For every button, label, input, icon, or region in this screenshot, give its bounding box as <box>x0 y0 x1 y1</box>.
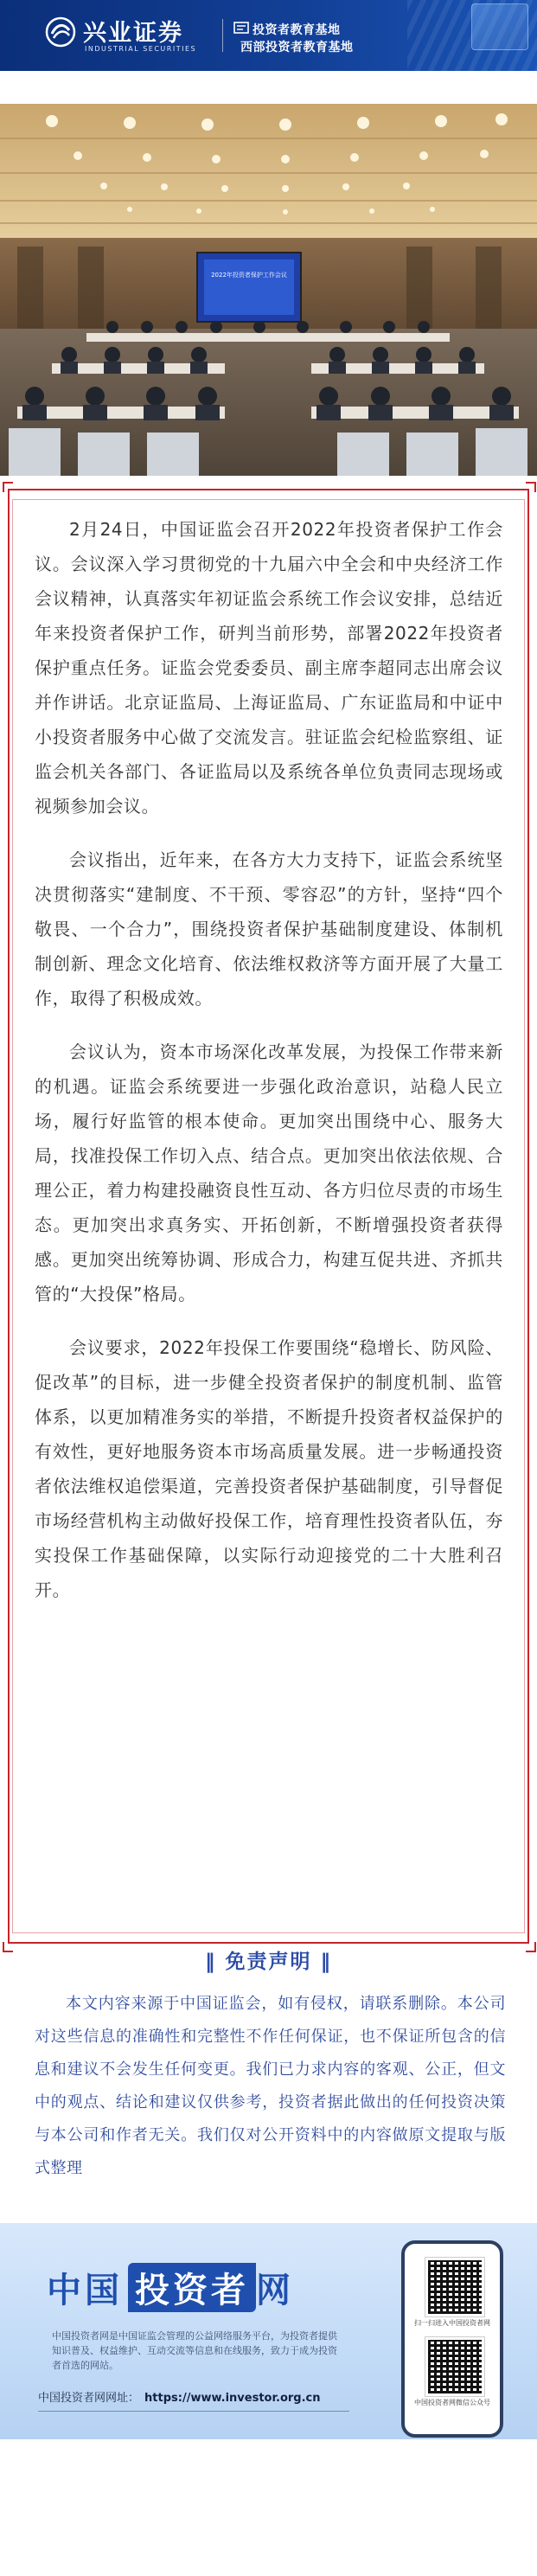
header-corner-decoration <box>471 3 528 50</box>
banner-title-part3: 网 <box>256 2271 294 2310</box>
banner-description: 中国投资者网是中国证监会管理的公益网络服务平台，为投资者提供知识普及、权益维护、互动交流等信息和在线服务，致力于成为投资者首选的网站。 <box>52 2330 337 2371</box>
banner-url-label: 中国投资者网网址： <box>38 2392 140 2405</box>
article-body <box>35 512 503 1626</box>
brand-logo-icon <box>45 16 76 48</box>
education-base-icon <box>233 21 249 35</box>
qr-caption-website: 扫一扫进入中国投资者网 <box>414 2319 490 2327</box>
banner-title <box>47 2263 294 2312</box>
header-slogan-line2: 西部投资者教育基地 <box>240 41 354 54</box>
article-paragraph: 2月24日，中国证监会召开2022年投资者保护工作会议。会议深入学习贯彻党的十九届六中全会和中央经济工作会议精神，认真落实年初证监会系统工作会议安排，总结近年来投资者保护工作，研判当前形势，部署2022年投资者保护重点任务。证监会党委委员、副主席李超同志出席会议并作讲话。北京证监局、上海证监局、广东证监局和中证中小投资者服务中心做了交流发言。驻证监会纪检监察组、证监会机关各部门、各证监局以及系统各单位负责同志现场或视频参加会议。 <box>35 519 503 817</box>
article-paragraph: 会议指出，近年来，在各方大力支持下，证监会系统坚决贯彻落实“建制度、不干预、零容忍”的方针，坚持“四个敬畏、一个合力”，围绕投资者保护基础制度建设、体制机制创新、理念文化培育、依法维权救济等方面开展了大量工作，取得了积极成效。 <box>35 849 503 1009</box>
header-slogan-line1: 投资者教育基地 <box>253 23 341 37</box>
banner-url-row <box>38 2388 349 2409</box>
disclaimer-title: 免责声明 <box>225 1951 312 1973</box>
qr-code-website-icon[interactable] <box>425 2258 484 2316</box>
meeting-photo <box>0 104 537 476</box>
banner-title-part1: 中国 <box>47 2271 123 2310</box>
brand-name-english: INDUSTRIAL SECURITIES <box>85 45 197 53</box>
article-paragraph: 会议要求，2022年投保工作要围绕“稳增长、防风险、促改革”的目标，进一步健全投资者保护的制度机制、监管体系，以更加精准务实的举措，不断提升投资者权益保护的有效性，更好地服务资本市场高质量发展。进一步畅通投资者依法维权追偿渠道，完善投资者保护基础制度，引导督促市场经营机构主动做好投保工作，培育理性投资者队伍，夯实投保工作基础保障，以实际行动迎接党的二十大胜利召开。 <box>35 1337 503 1600</box>
header-divider <box>222 19 223 52</box>
banner-url-link[interactable]: https://www.investor.org.cn <box>144 2392 321 2405</box>
article-paragraph: 会议认为，资本市场深化改革发展，为投保工作带来新的机遇。证监会系统要进一步强化政治意识，站稳人民立场，履行好监管的根本使命。更加突出围绕中心、服务大局，找准投保工作切入点、结合点。更加突出依法依规、合理公正，着力构建投融资良性互动、各方归位尽责的市场生态。更加突出求真务实、开拓创新，不断增强投资者获得感。更加突出统筹协调、形成合力，构建互促共进、齐抓共管的“大投保”格局。 <box>35 1041 503 1304</box>
disclaimer-bar-right-icon: ‖ <box>311 1951 333 1973</box>
header-banner <box>0 0 537 71</box>
disclaimer-text: 本文内容来源于中国证监会，如有侵权，请联系删除。本公司对这些信息的准确性和完整性不作任何保证，也不保证所包含的信息和建议不会发生任何变更。我们已力求内容的客观、公正，但文中的观点、结论和建议仅供参考，投资者据此做出的任何投资决策与本公司和作者无关。我们仅对公开资料中的内容做原文提取与版式整理 <box>35 1995 506 2177</box>
frame-corner-top-left <box>3 482 13 492</box>
brand-name: 兴业证券 <box>83 20 183 47</box>
frame-corner-top-right <box>526 482 536 492</box>
banner-url-underline <box>38 2411 349 2412</box>
qr-caption-wechat: 中国投资者网微信公众号 <box>414 2399 490 2406</box>
disclaimer-heading <box>0 1945 537 1979</box>
banner-title-part2: 投资者 <box>128 2263 256 2312</box>
screen-caption: 2022年投资者保护工作会议 <box>211 272 287 279</box>
disclaimer-bar-left-icon: ‖ <box>204 1951 226 1973</box>
qr-code-wechat-icon[interactable] <box>425 2337 484 2396</box>
